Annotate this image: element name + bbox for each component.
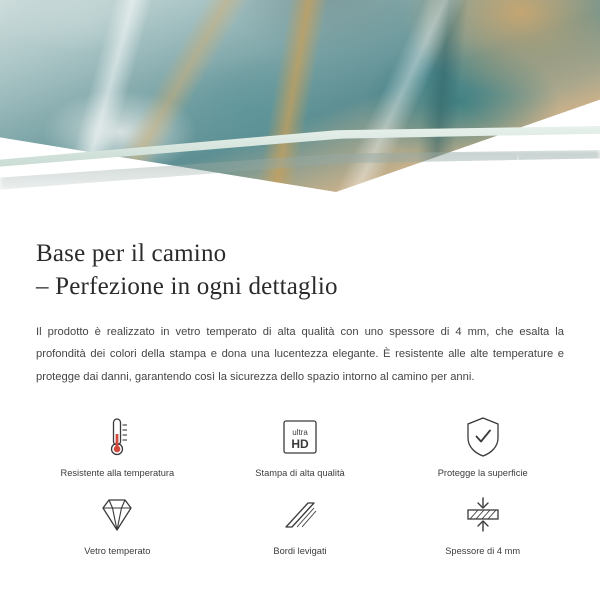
product-description: Il prodotto è realizzato in vetro temperato di alta qualità con uno spessore di 4 mm, che esalta la profondità dei colori della stampa e dona una lucentezza elegante. È resistente alle alte temperature e protegge dai danni, garantendo così la sicurezza dello spazio intorno al camino per anni. [36, 326, 564, 383]
feature-item-temperature-resistant [26, 410, 209, 478]
feature-list [26, 410, 574, 556]
shield-check-icon [462, 414, 504, 460]
feature-label: Spessore di 4 mm [445, 546, 521, 557]
svg-text:ultra: ultra [292, 428, 308, 438]
feature-item-polished-edges [209, 488, 392, 556]
feature-label: Resistente alla temperatura [60, 468, 175, 479]
sparkle-icon [534, 168, 564, 198]
feature-item-thickness [391, 488, 574, 556]
thickness-icon [461, 492, 505, 538]
page-title-line-1: Base per il camino [36, 240, 227, 267]
page-title-line-2: – Perfezione in ogni dettaglio [36, 273, 338, 300]
svg-text:HD: HD [291, 437, 309, 452]
feature-label: Vetro temperato [84, 546, 151, 557]
thermometer-icon [97, 414, 137, 460]
feature-item-print-quality [209, 410, 392, 478]
diamond-icon [95, 492, 139, 538]
polished-edges-icon [278, 492, 322, 538]
feature-item-tempered-glass [26, 488, 209, 556]
feature-item-surface-protection [391, 410, 574, 478]
ultra-hd-icon [279, 414, 321, 460]
feature-label: Stampa di alta qualità [255, 468, 345, 479]
hero-image [0, 0, 600, 215]
feature-label: Bordi levigati [273, 546, 327, 557]
page-title [36, 237, 600, 303]
feature-label: Protegge la superficie [437, 468, 528, 479]
